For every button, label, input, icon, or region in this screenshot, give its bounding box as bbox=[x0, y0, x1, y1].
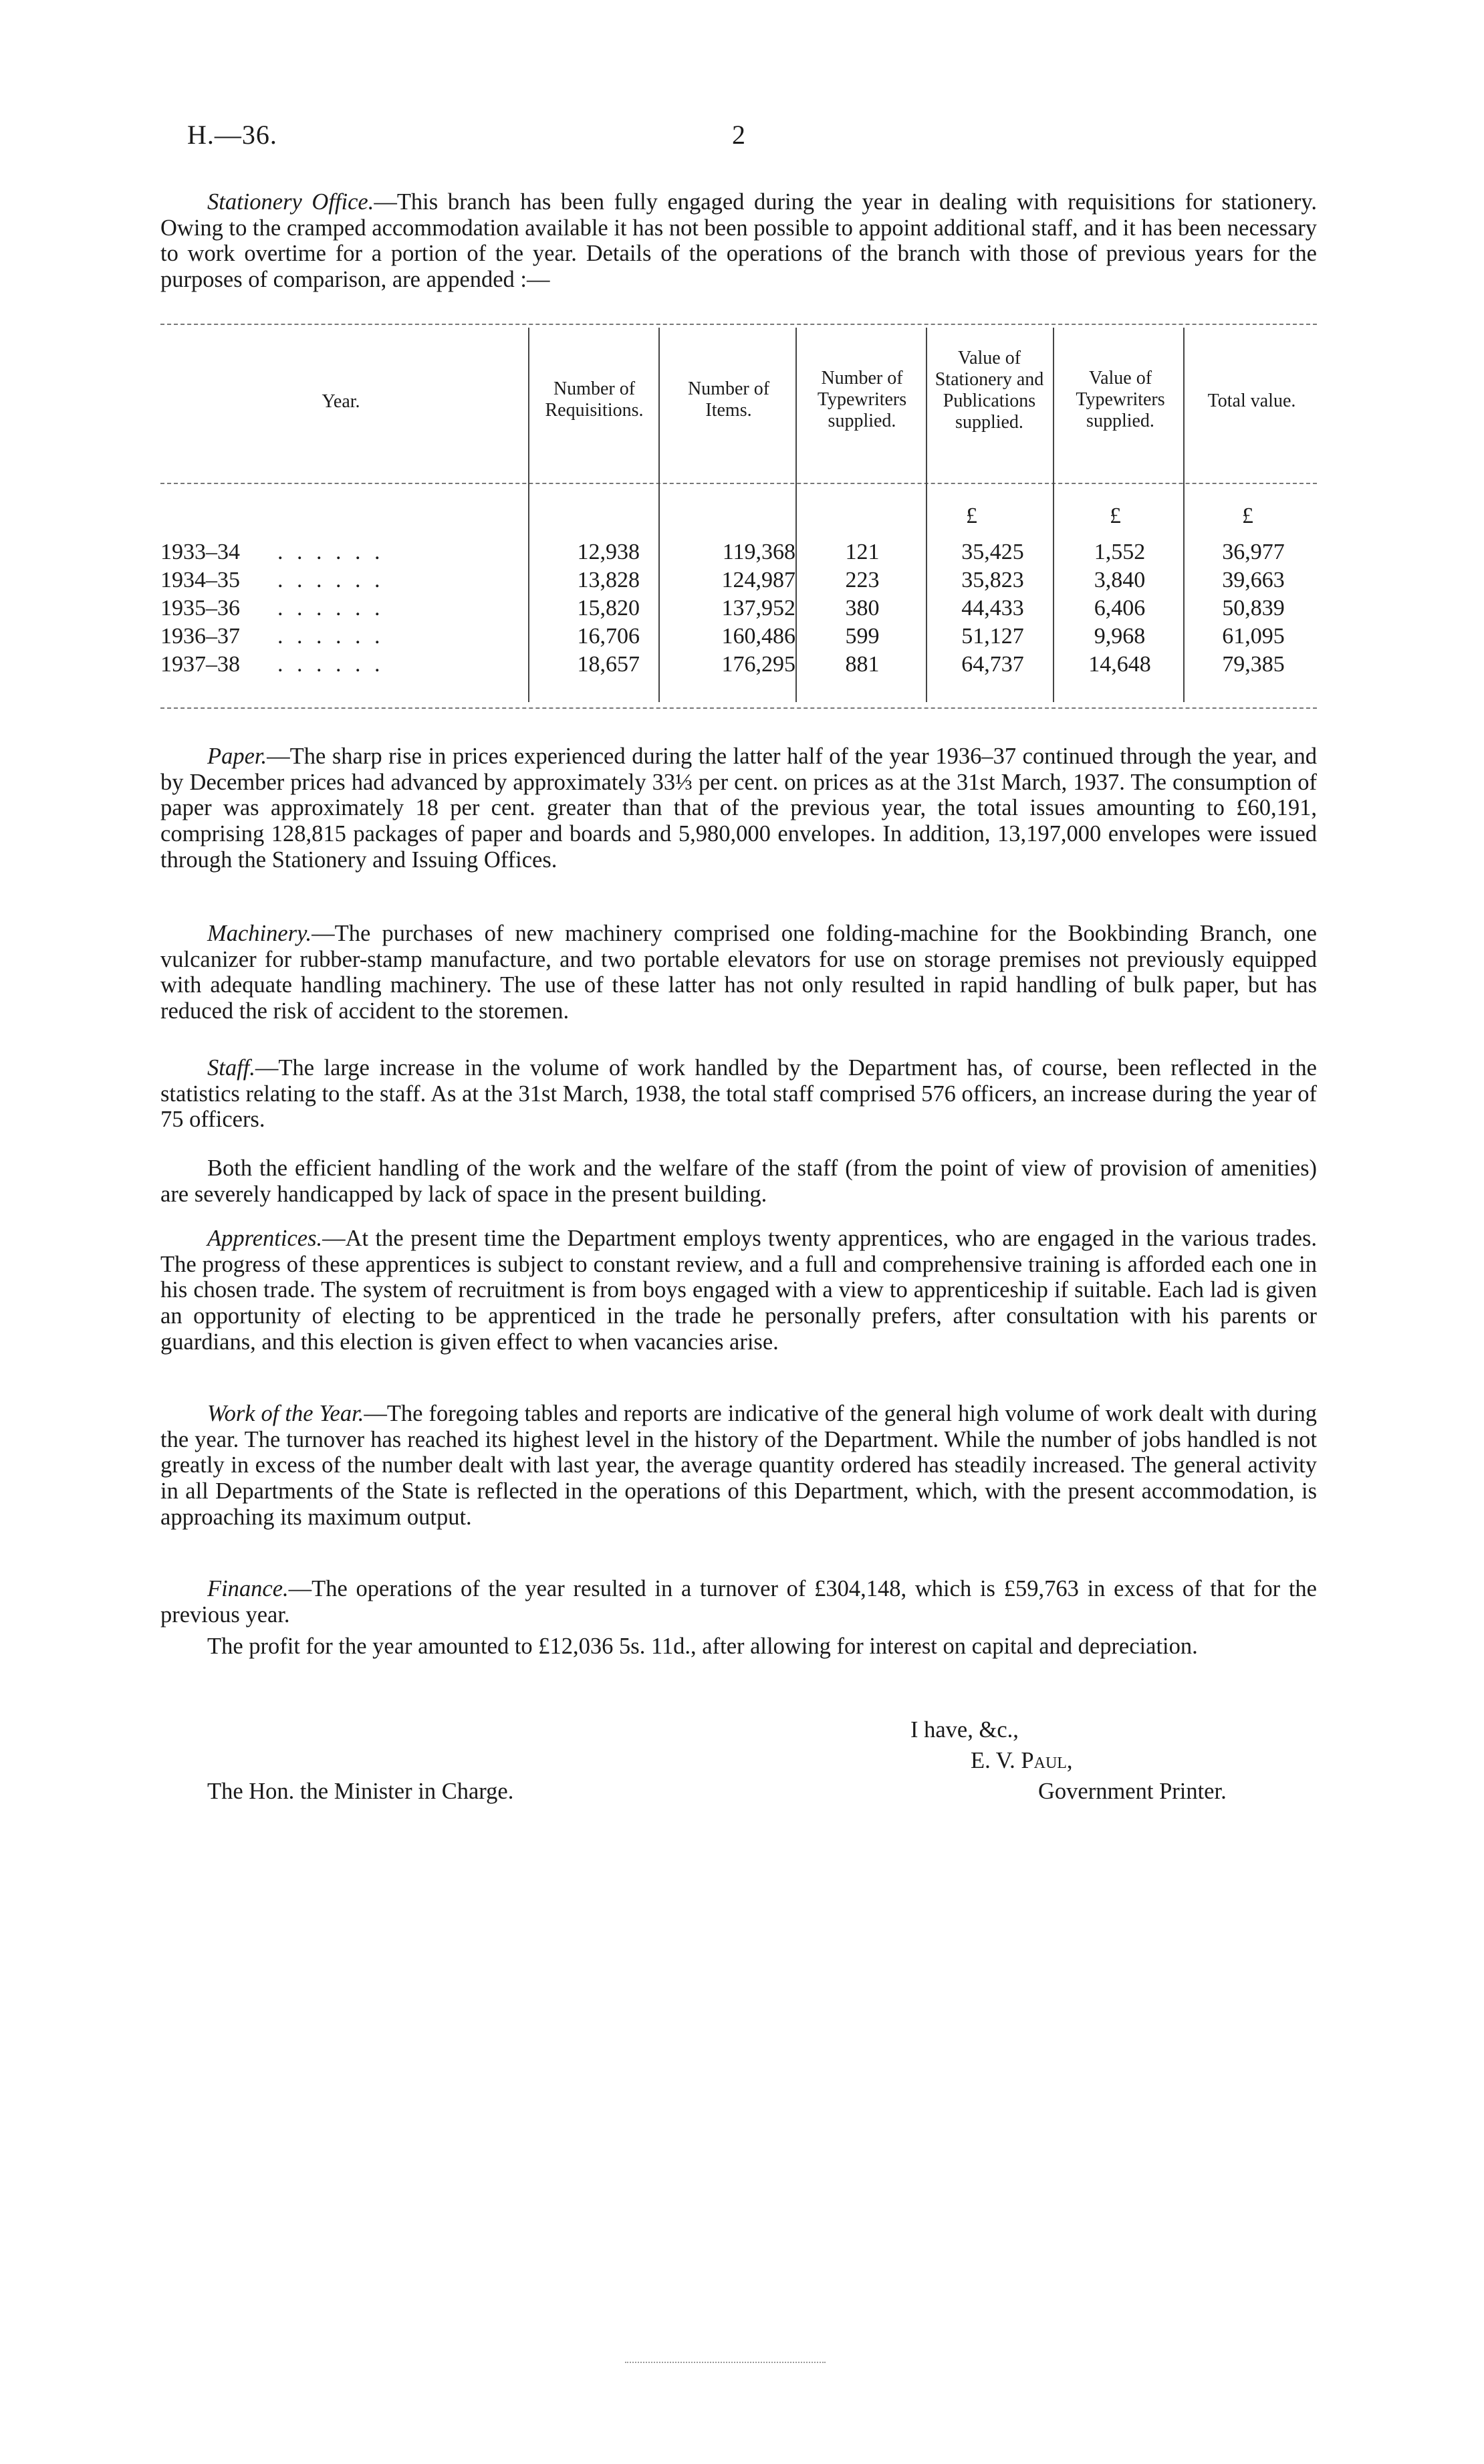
amenities-paragraph bbox=[160, 1155, 1317, 1207]
intro-paragraph bbox=[160, 189, 1317, 293]
header-items: Number of Items. bbox=[687, 378, 770, 421]
cell-leader-dots: . . . . . . bbox=[277, 568, 384, 592]
addressee: The Hon. the Minister in Charge. bbox=[207, 1779, 514, 1804]
cell-stationery-value: 35,425 bbox=[961, 540, 1024, 564]
table-row bbox=[160, 652, 1317, 680]
document-reference: H.—36. bbox=[187, 120, 277, 150]
cell-typewriters: 223 bbox=[845, 568, 880, 592]
table-row bbox=[160, 568, 1317, 596]
table-bottom-rule bbox=[160, 707, 1317, 709]
paragraph-text: —The large increase in the volume of work handled by the Department has, of course, been reflected in the statistics relating to the staff. As at the 31st March, 1938, the total staff comprised 576 officers, an increase during the year of 75 officers. bbox=[160, 1055, 1317, 1133]
cell-leader-dots: . . . . . . bbox=[277, 540, 384, 564]
paragraph-lead: Finance. bbox=[207, 1576, 289, 1601]
cell-items: 176,295 bbox=[721, 652, 795, 677]
cell-items: 119,368 bbox=[722, 540, 795, 564]
header-year: Year. bbox=[322, 391, 360, 412]
cell-typewriters-value: 9,968 bbox=[1094, 624, 1146, 649]
cell-requisitions: 15,820 bbox=[577, 596, 640, 621]
cell-items: 137,952 bbox=[721, 596, 795, 621]
cell-leader-dots: . . . . . . bbox=[277, 652, 384, 677]
cell-typewriters-value: 14,648 bbox=[1088, 652, 1151, 677]
paragraph-lead: Apprentices. bbox=[207, 1226, 323, 1251]
staff-paragraph bbox=[160, 1055, 1317, 1133]
intro-lead: Stationery Office. bbox=[207, 189, 374, 215]
table-top-rule bbox=[160, 324, 1317, 325]
paragraph-text: —At the present time the Department employs twenty apprentices, who are engaged in the various trades. The progress of these apprentices is subject to constant review, and a full and comprehensive training is afforded each one in his chosen trade. The system of recruitment is from boys engaged with a view to apprenticeship if suitable. Each lad is given an opportunity of electing to be apprenticed in the trade he personally prefers, after consultation with his parents or guardians, and this election is given effect to when vacancies arise. bbox=[160, 1226, 1317, 1355]
cell-total: 61,095 bbox=[1222, 624, 1285, 649]
cell-year: 1935–36 bbox=[160, 596, 240, 621]
cell-typewriters: 881 bbox=[845, 652, 880, 677]
currency-unit: £ bbox=[1242, 503, 1253, 528]
page-header bbox=[187, 119, 1310, 152]
cell-typewriters-value: 6,406 bbox=[1094, 596, 1146, 621]
machinery-paragraph bbox=[160, 921, 1317, 1024]
header-total-value: Total value. bbox=[1207, 390, 1296, 411]
cell-total: 79,385 bbox=[1222, 652, 1285, 677]
cell-year: 1936–37 bbox=[160, 624, 240, 649]
closing-line: I have, &c., bbox=[910, 1717, 1019, 1743]
cell-requisitions: 18,657 bbox=[577, 652, 640, 677]
cell-typewriters-value: 3,840 bbox=[1094, 568, 1146, 592]
signatory-title: Government Printer. bbox=[1038, 1779, 1227, 1804]
table-row bbox=[160, 540, 1317, 568]
paragraph-lead: Machinery. bbox=[207, 921, 312, 946]
cell-items: 160,486 bbox=[721, 624, 795, 649]
paragraph-text: —The operations of the year resulted in a turnover of £304,148, which is £59,763 in excess of that for the previous year. bbox=[160, 1576, 1317, 1628]
cell-typewriters: 599 bbox=[845, 624, 880, 649]
work-of-year-paragraph bbox=[160, 1401, 1317, 1531]
finance-paragraph bbox=[160, 1576, 1317, 1628]
footer-rule bbox=[625, 2362, 826, 2363]
paragraph-text: Both the efficient handling of the work and the welfare of the staff (from the point of view of provision of amenities) are severely handicapped by lack of space in the present building. bbox=[160, 1155, 1317, 1207]
cell-leader-dots: . . . . . . bbox=[277, 596, 384, 621]
cell-typewriters: 121 bbox=[845, 540, 880, 564]
cell-year: 1937–38 bbox=[160, 652, 240, 677]
signatory-name: E. V. Paul, bbox=[971, 1748, 1073, 1773]
cell-stationery-value: 51,127 bbox=[961, 624, 1024, 649]
profit-paragraph bbox=[160, 1634, 1317, 1660]
paragraph-lead: Work of the Year. bbox=[207, 1401, 364, 1426]
cell-year: 1933–34 bbox=[160, 540, 240, 564]
cell-year: 1934–35 bbox=[160, 568, 240, 592]
cell-total: 36,977 bbox=[1222, 540, 1285, 564]
apprentices-paragraph bbox=[160, 1226, 1317, 1355]
cell-leader-dots: . . . . . . bbox=[277, 624, 384, 649]
cell-total: 39,663 bbox=[1222, 568, 1285, 592]
currency-unit: £ bbox=[1110, 503, 1121, 528]
cell-items: 124,987 bbox=[721, 568, 795, 592]
cell-requisitions: 13,828 bbox=[577, 568, 640, 592]
currency-unit: £ bbox=[966, 503, 977, 528]
table-row bbox=[160, 624, 1317, 652]
page-number: 2 bbox=[732, 120, 745, 150]
cell-requisitions: 16,706 bbox=[577, 624, 640, 649]
header-stationery-value: Value of Stationery and Publications supplied. bbox=[935, 348, 1044, 433]
cell-typewriters-value: 1,552 bbox=[1094, 540, 1146, 564]
cell-total: 50,839 bbox=[1222, 596, 1285, 621]
header-typewriters-number: Number of Typewriters supplied. bbox=[817, 368, 907, 431]
header-requisitions: Number of Requisitions. bbox=[545, 378, 644, 421]
paper-paragraph bbox=[160, 744, 1317, 873]
cell-stationery-value: 35,823 bbox=[961, 568, 1024, 592]
paragraph-lead: Paper. bbox=[207, 744, 267, 769]
cell-requisitions: 12,938 bbox=[577, 540, 640, 564]
paragraph-text: The profit for the year amounted to £12,036 5s. 11d., after allowing for interest on capital and depreciation. bbox=[207, 1634, 1198, 1659]
paragraph-text: —The sharp rise in prices experienced during the latter half of the year 1936–37 continued through the year, and by December prices had advanced by approximately 33⅓ per cent. on prices as at the 31st March, 1937. The consumption of paper was approximately 18 per cent. greater than that of the previous year, the total issues amounting to £60,191, comprising 128,815 packages of paper and boards and 5,980,000 envelopes. In addition, 13,197,000 envelopes were issued through the Stationery and Issuing Offices. bbox=[160, 744, 1317, 873]
paragraph-lead: Staff. bbox=[207, 1055, 255, 1081]
header-typewriters-value: Value of Typewriters supplied. bbox=[1076, 368, 1165, 431]
paragraph-text: —The purchases of new machinery comprised one folding-machine for the Bookbinding Branch, one vulcanizer for rubber-stamp manufacture, and two portable elevators for use on storage premises not previously equipped with adequate handling machinery. The use of these latter has not only resulted in rapid handling of bulk paper, but has reduced the risk of accident to the storemen. bbox=[160, 921, 1317, 1024]
intro-text: —This branch has been fully engaged during the year in dealing with requisitions for stationery. Owing to the cramped accommodation available it has not been possible to appoint additional staff, and it has been necessary to work overtime for a portion of the year. Details of the operations of the branch with those of previous years for the purposes of comparison, are appended :— bbox=[160, 189, 1317, 293]
cell-typewriters: 380 bbox=[845, 596, 880, 621]
table-row bbox=[160, 596, 1317, 624]
table-header-rule bbox=[160, 483, 1317, 484]
cell-stationery-value: 64,737 bbox=[961, 652, 1024, 677]
paragraph-text: —The foregoing tables and reports are indicative of the general high volume of work dealt with during the year. The turnover has reached its highest level in the history of the Department. While the number of jobs handled is not greatly in excess of the number dealt with last year, the average quantity ordered has steadily increased. The general activity in all Departments of the State is reflected in the operations of this Department, which, with the present accommodation, is approaching its maximum output. bbox=[160, 1401, 1317, 1530]
cell-stationery-value: 44,433 bbox=[961, 596, 1024, 621]
